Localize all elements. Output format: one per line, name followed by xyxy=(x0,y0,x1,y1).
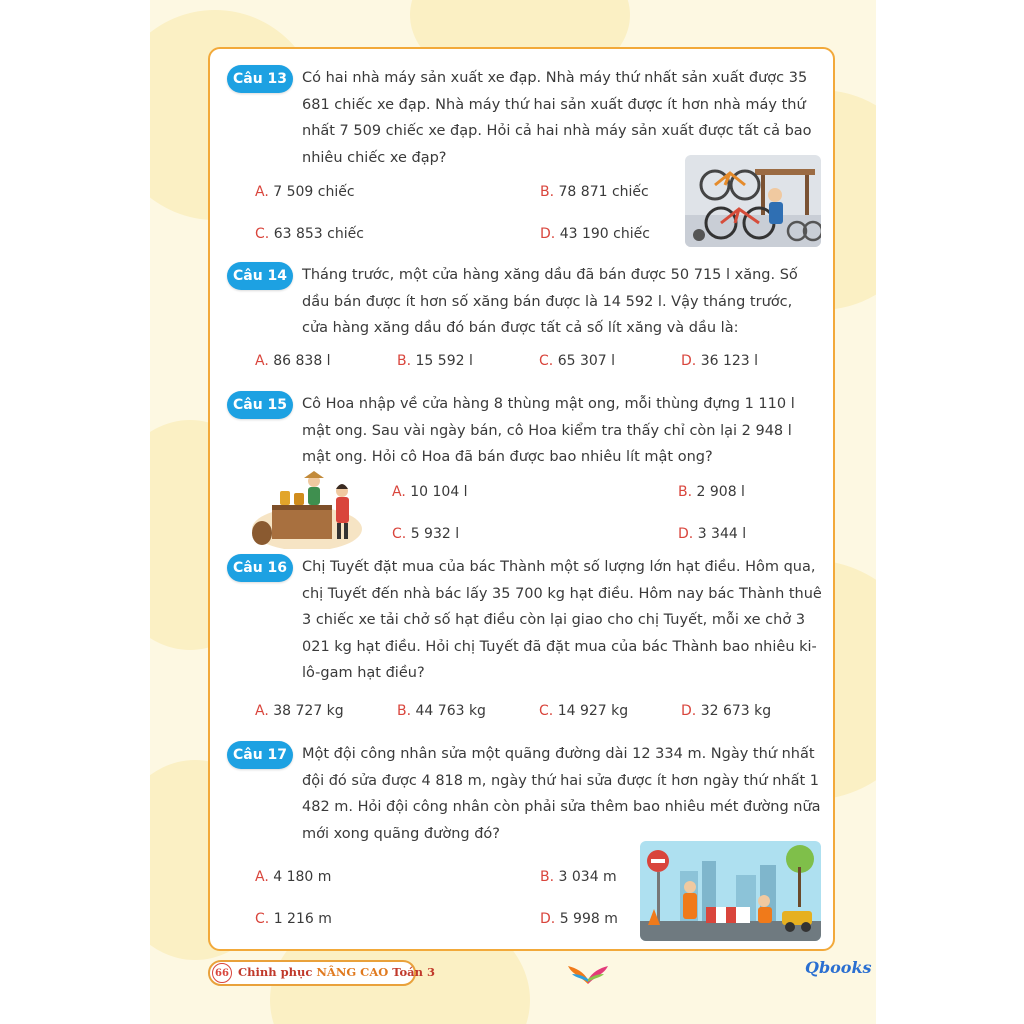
option-text: 1 216 m xyxy=(273,911,332,927)
option-label: D. xyxy=(540,911,556,927)
option-label: A. xyxy=(255,184,269,200)
option-label: A. xyxy=(255,703,269,719)
option-b[interactable] xyxy=(678,482,745,502)
option-text: 32 673 kg xyxy=(700,703,772,719)
option-b[interactable] xyxy=(397,701,486,721)
option-a[interactable] xyxy=(255,351,331,371)
option-text: 5 932 l xyxy=(410,526,460,542)
option-text: 38 727 kg xyxy=(273,703,344,719)
option-c[interactable] xyxy=(392,524,459,544)
question-badge: Câu 16 xyxy=(227,554,293,582)
option-d[interactable] xyxy=(540,224,650,244)
book-title-prefix: Chinh phục xyxy=(238,965,317,979)
option-text: 3 344 l xyxy=(697,526,747,542)
option-text: 10 104 l xyxy=(410,484,468,500)
option-d[interactable] xyxy=(681,701,771,721)
option-label: D. xyxy=(678,526,694,542)
publisher-logo: Qbooks xyxy=(805,958,872,977)
option-label: C. xyxy=(392,526,407,542)
question-badge: Câu 14 xyxy=(227,262,293,290)
option-text: 15 592 l xyxy=(415,353,473,369)
option-text: 44 763 kg xyxy=(415,703,486,719)
option-text: 43 190 chiếc xyxy=(559,226,650,242)
option-text: 7 509 chiếc xyxy=(273,184,355,200)
question-badge: Câu 15 xyxy=(227,391,293,419)
option-label: A. xyxy=(255,869,269,885)
option-label: B. xyxy=(540,869,555,885)
option-b[interactable] xyxy=(540,867,617,887)
option-label: D. xyxy=(681,353,697,369)
option-a[interactable] xyxy=(255,867,331,887)
option-b[interactable] xyxy=(540,182,649,202)
option-a[interactable] xyxy=(392,482,468,502)
option-text: 14 927 kg xyxy=(557,703,629,719)
option-text: 86 838 l xyxy=(273,353,331,369)
book-title-suffix: Toán 3 xyxy=(388,965,435,979)
question-badge: Câu 13 xyxy=(227,65,293,93)
option-text: 4 180 m xyxy=(273,869,332,885)
wing-ornament-icon xyxy=(568,962,608,988)
option-label: B. xyxy=(397,703,412,719)
book-title-highlight: NÂNG CAO xyxy=(316,965,389,979)
option-text: 5 998 m xyxy=(559,911,618,927)
honey-shop-illustration xyxy=(252,469,362,549)
option-d[interactable] xyxy=(678,524,746,544)
option-a[interactable] xyxy=(255,701,344,721)
question-badge: Câu 17 xyxy=(227,741,293,769)
option-label: C. xyxy=(255,911,270,927)
option-label: C. xyxy=(539,353,554,369)
option-c[interactable] xyxy=(255,224,364,244)
bicycle-workshop-illustration xyxy=(685,155,821,247)
option-c[interactable] xyxy=(539,701,628,721)
page-number: 66 xyxy=(212,963,232,983)
question-stem: Chị Tuyết đặt mua của bác Thành một số lượng lớn hạt điều. Hôm qua, chị Tuyết đến nhà bác lấy 35 700 kg hạt điều. Hôm nay bác Thành thuê 3 chiếc xe tải chở số hạt điều còn lại giao cho chị Tuyết, mỗi xe chở 3 021 kg hạt điều. Hỏi chị Tuyết đã đặt mua của bác Thành bao nhiêu ki-lô-gam hạt điều? xyxy=(302,559,822,681)
option-label: A. xyxy=(255,353,269,369)
road-construction-illustration xyxy=(640,841,821,941)
book-title xyxy=(238,965,435,979)
option-b[interactable] xyxy=(397,351,473,371)
footer-title-pill xyxy=(208,960,435,986)
question-stem: Tháng trước, một cửa hàng xăng dầu đã bán được 50 715 l xăng. Số dầu bán được ít hơn số xăng bán được là 14 592 l. Vậy tháng trước, cửa hàng xăng dầu đó bán được tất cả số lít xăng và dầu là: xyxy=(302,267,798,336)
option-label: B. xyxy=(397,353,412,369)
option-text: 63 853 chiếc xyxy=(273,226,364,242)
option-text: 3 034 m xyxy=(558,869,617,885)
option-label: A. xyxy=(392,484,406,500)
exercise-card xyxy=(208,47,835,951)
question-stem: Một đội công nhân sửa một quãng đường dài 12 334 m. Ngày thứ nhất đội đó sửa được 4 818 m, ngày thứ hai sửa được ít hơn ngày thứ nhất 1 482 m. Hỏi đội công nhân còn phải sửa thêm bao nhiêu mét đường nữa mới xong quãng đường đó? xyxy=(302,746,821,842)
option-label: D. xyxy=(681,703,697,719)
option-text: 78 871 chiếc xyxy=(558,184,649,200)
option-c[interactable] xyxy=(255,909,332,929)
option-d[interactable] xyxy=(540,909,618,929)
option-c[interactable] xyxy=(539,351,615,371)
option-label: B. xyxy=(540,184,555,200)
option-label: C. xyxy=(539,703,554,719)
option-text: 65 307 l xyxy=(557,353,616,369)
question-stem: Có hai nhà máy sản xuất xe đạp. Nhà máy thứ nhất sản xuất được 35 681 chiếc xe đạp. Nhà máy thứ hai sản xuất được ít hơn nhà máy thứ nhất 7 509 chiếc xe đạp. Hỏi cả hai nhà máy sản xuất được tất cả bao nhiêu chiếc xe đạp? xyxy=(302,70,812,166)
option-text: 2 908 l xyxy=(696,484,745,500)
option-d[interactable] xyxy=(681,351,758,371)
option-label: B. xyxy=(678,484,693,500)
option-text: 36 123 l xyxy=(700,353,759,369)
option-label: D. xyxy=(540,226,556,242)
option-label: C. xyxy=(255,226,270,242)
question-stem: Cô Hoa nhập về cửa hàng 8 thùng mật ong, mỗi thùng đựng 1 110 l mật ong. Sau vài ngày bán, cô Hoa kiểm tra thấy chỉ còn lại 2 948 l mật ong. Hỏi cô Hoa đã bán được bao nhiêu lít mật ong? xyxy=(302,396,795,465)
option-a[interactable] xyxy=(255,182,355,202)
